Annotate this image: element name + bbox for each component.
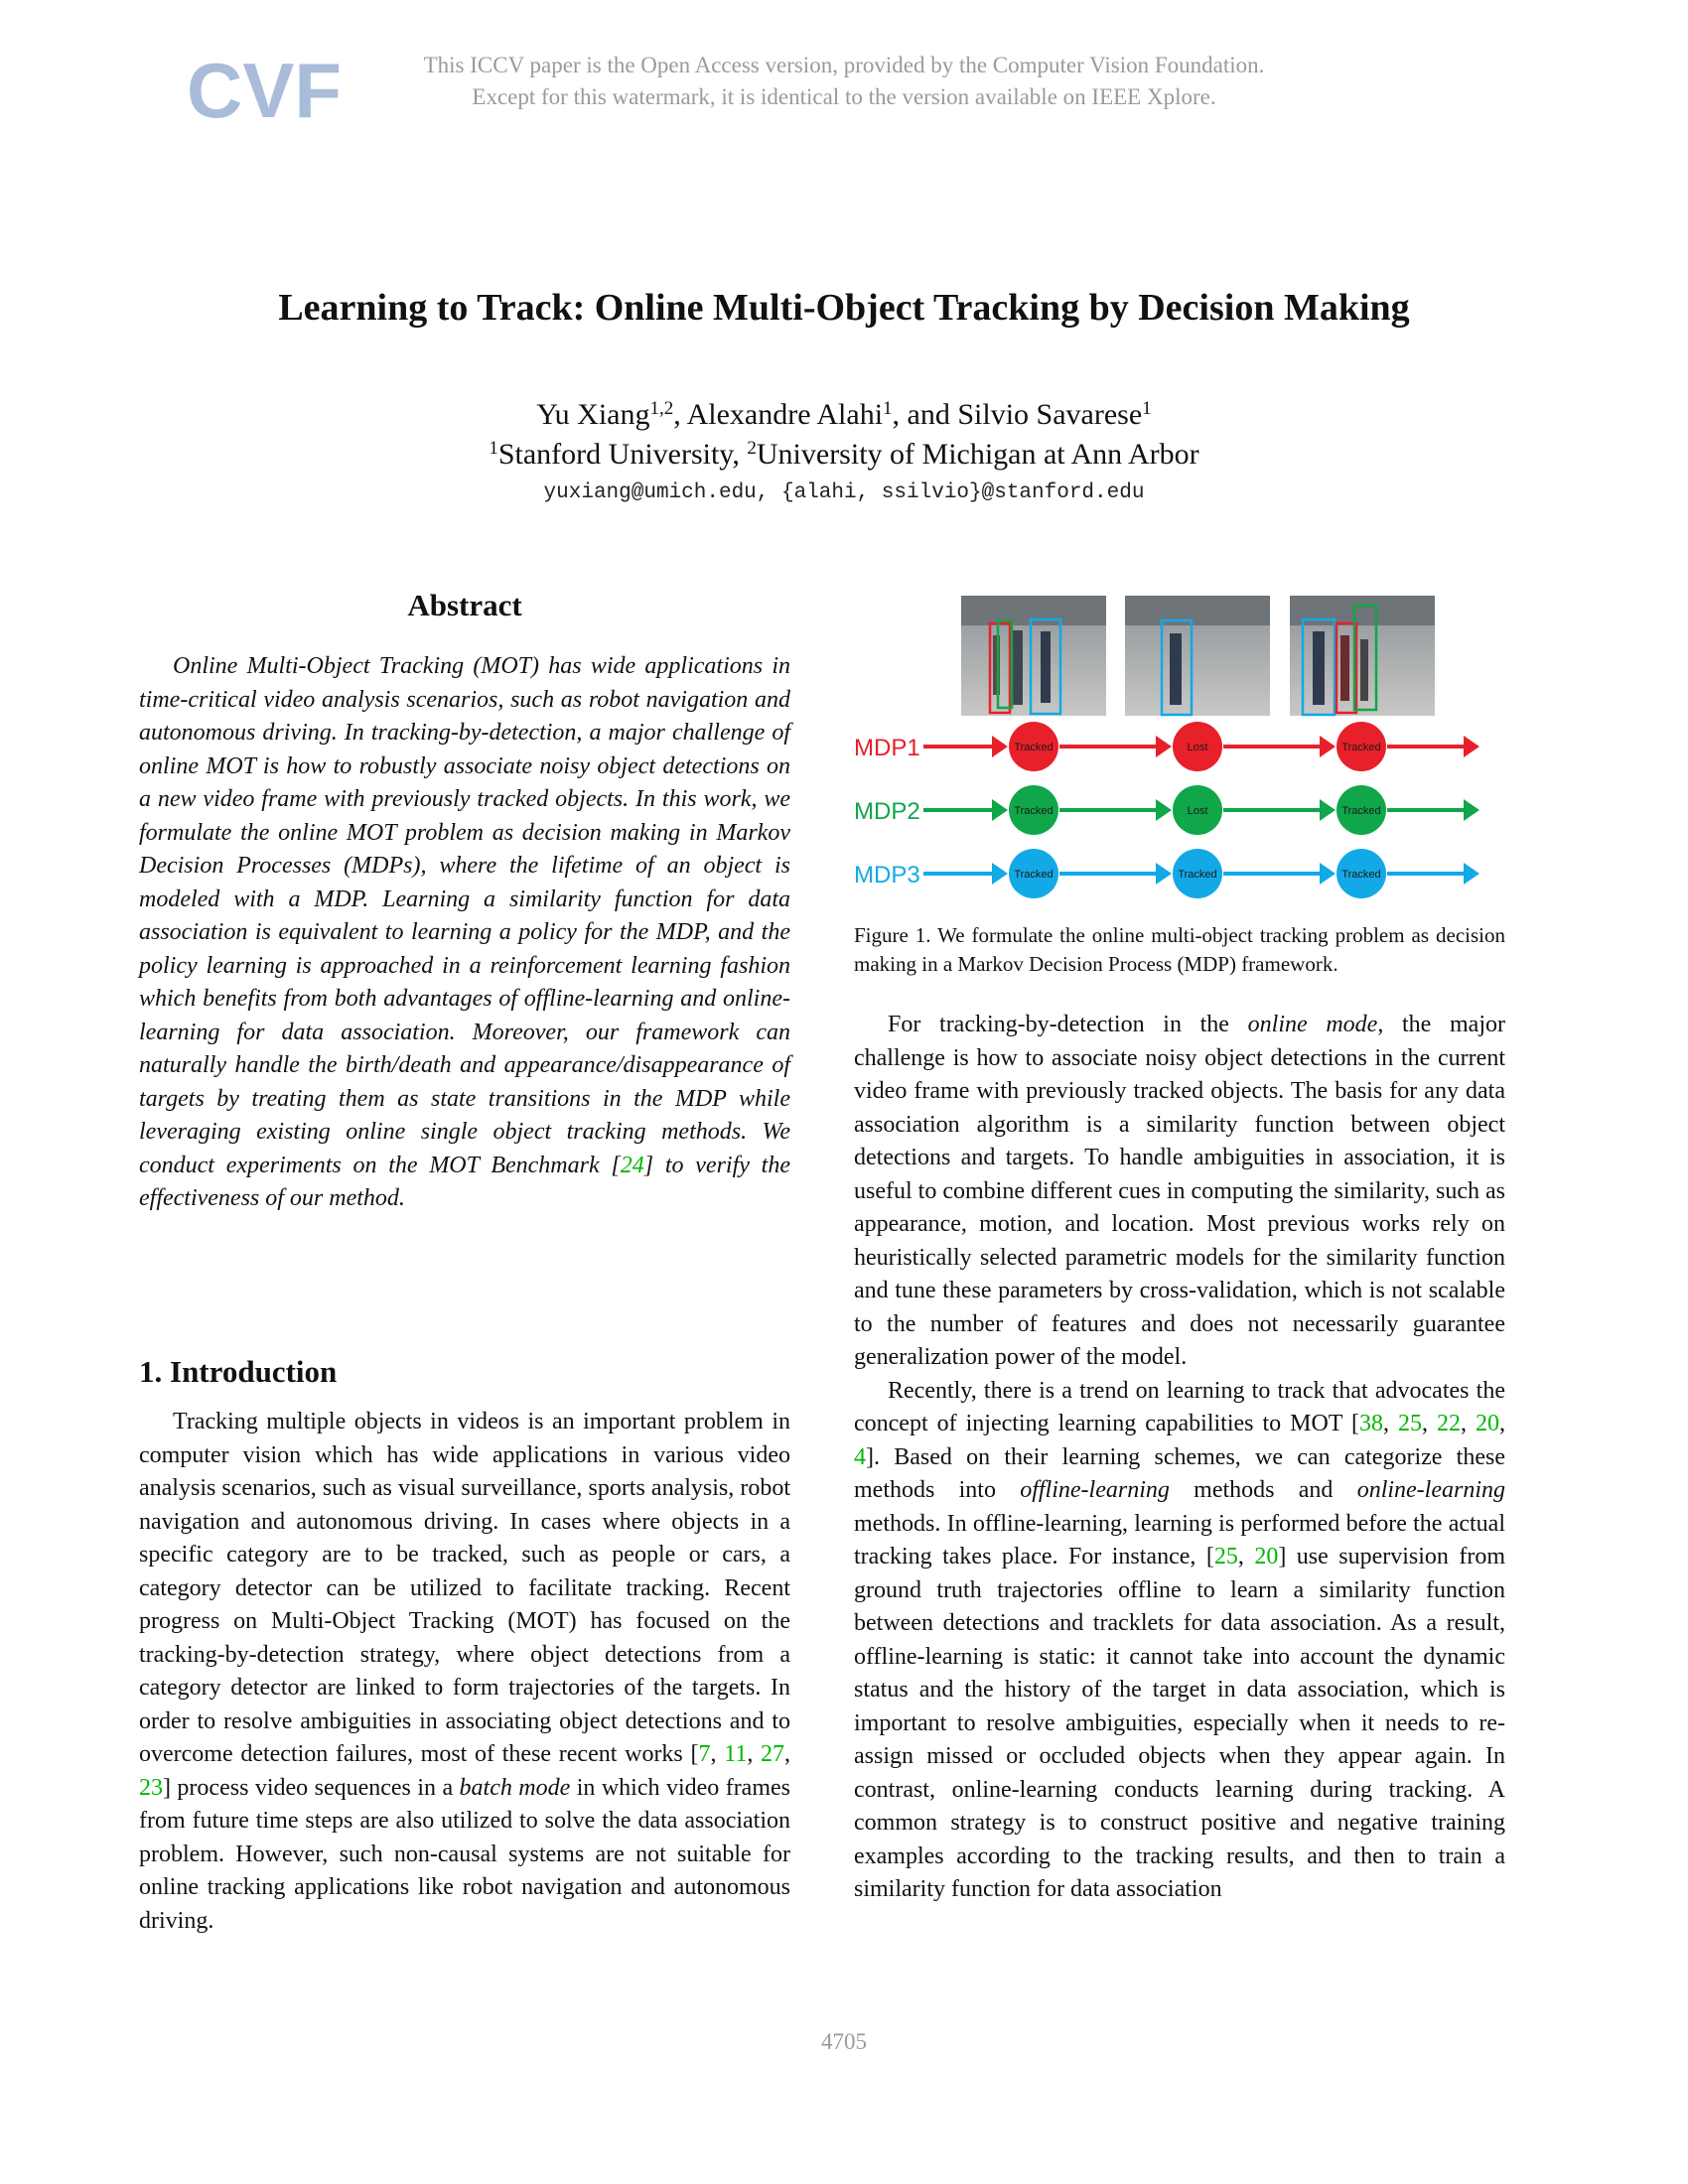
watermark-line-1: This ICCV paper is the Open Access version, provided by the Computer Vision Foundation. xyxy=(423,53,1265,77)
video-frame-3 xyxy=(1290,596,1435,716)
state-label: Tracked xyxy=(1014,869,1054,881)
citation-link[interactable]: 20 xyxy=(1476,1411,1500,1436)
state-label: Tracked xyxy=(1341,805,1381,817)
author-block xyxy=(99,395,1589,475)
citation-link[interactable]: 38 xyxy=(1359,1411,1384,1436)
abstract-paragraph: Online Multi-Object Tracking (MOT) has wide applications in time-critical video analysis scenarios, such as robot navigation and autonomous driving. In tracking-by-detection, a major challenge of online MOT is how to robustly associate noisy object detections on a new video frame with previously tracked objects. In this work, we formulate the online MOT problem as decision making in Markov Decision Processes (MDPs), where the lifetime of an object is modeled with a MDP. Learning a similarity function for data association is equivalent to learning a policy for the MDP, and the policy learning is approached in a reinforcement learning fashion which benefits from both advantages of offline-learning and online-learning for data association. Moreover, our framework can naturally handle the birth/death and appearance/disappearance of targets by treating them as state transitions in the MDP while leveraging existing online single object tracking methods. We conduct experiments on the MOT Benchmark [24] to verify the effectiveness of our method. xyxy=(139,653,790,1211)
transition-arrowhead xyxy=(992,863,1008,885)
transition-arrowhead xyxy=(1156,799,1172,821)
intro-left-column xyxy=(139,1406,790,1938)
state-label: Lost xyxy=(1187,742,1208,753)
state-label: Tracked xyxy=(1341,742,1381,753)
affiliations: $^1$Stanford University, $^2$University of Michigan at Ann Arbor xyxy=(489,438,1199,471)
mdp-state-rows xyxy=(854,722,1479,898)
watermark-line-2: Except for this watermark, it is identical to the version available on IEEE Xplore. xyxy=(472,84,1216,109)
open-access-watermark xyxy=(338,50,1350,113)
author-emails: yuxiang@umich.edu, {alahi, ssilvio}@stanford.edu xyxy=(543,481,1145,504)
citation-link[interactable]: 24 xyxy=(620,1152,644,1178)
transition-arrowhead xyxy=(1320,799,1336,821)
author-names: Yu Xiang$^{1,2}$, Alexandre Alahi$^1$, and Silvio Savarese$^1$ xyxy=(536,398,1152,431)
transition-arrowhead xyxy=(1320,863,1336,885)
transition-arrowhead xyxy=(1464,799,1479,821)
citation-link[interactable]: 22 xyxy=(1437,1411,1462,1436)
citation-link[interactable]: 25 xyxy=(1213,1544,1238,1570)
abstract-heading: Abstract xyxy=(407,588,522,622)
video-frame-2 xyxy=(1125,596,1270,716)
mdp-label: MDP2 xyxy=(854,798,920,825)
mdp-row-3 xyxy=(854,849,1479,898)
mdp-row-2 xyxy=(854,785,1479,835)
mdp-label: MDP1 xyxy=(854,735,920,761)
transition-arrowhead xyxy=(1156,736,1172,757)
citation-link[interactable]: 20 xyxy=(1254,1544,1279,1570)
video-frame-1 xyxy=(961,596,1106,716)
citation-link[interactable]: 25 xyxy=(1398,1411,1423,1436)
citation-link[interactable]: 4 xyxy=(854,1443,866,1470)
mdp-label: MDP3 xyxy=(854,862,920,888)
transition-arrowhead xyxy=(1320,736,1336,757)
state-label: Tracked xyxy=(1341,869,1381,881)
intro-paragraph-3: Recently, there is a trend on learning to track that advocates the concept of injecting learning capabilities to MOT [38, 25, 22, 20, 4]. Based on their learning schemes, we can categorize these methods into offline-learning methods and online-learning methods. In offline-learning, learning is performed before the actual tracking takes place. For instance, [25, 20] use supervision from ground truth trajectories offline to learn a similarity function between detections and tracklets for data association. As a result, offline-learning is static: it cannot take into account the dynamic status and the history of the target in data association, which is important to resolve ambiguities, especially when it needs to re-assign missed or occluded objects when they appear again. In contrast, online-learning conducts learning during tracking. A common strategy is to construct positive and negative training examples according to the tracking results, and then to train a similarity function for data association xyxy=(854,1377,1506,1902)
state-label: Tracked xyxy=(1014,805,1054,817)
transition-arrowhead xyxy=(992,799,1008,821)
cvf-logo xyxy=(185,44,342,134)
state-label: Tracked xyxy=(1178,869,1217,881)
transition-arrowhead xyxy=(1464,736,1479,757)
intro-right-column xyxy=(854,1009,1505,1907)
transition-arrowhead xyxy=(1464,863,1479,885)
paper-title: Learning to Track: Online Multi-Object Tracking by Decision Making xyxy=(278,287,1410,329)
mdp-row-1 xyxy=(854,722,1479,771)
citation-link[interactable]: 11 xyxy=(724,1741,748,1767)
state-label: Lost xyxy=(1187,805,1208,817)
citation-link[interactable]: 7 xyxy=(698,1741,711,1767)
intro-paragraph-1: Tracking multiple objects in videos is an important problem in computer vision which has wide applications in various video analysis scenarios, such as visual surveillance, sports analysis, robot navigation and autonomous driving. In cases where objects in a specific category are to be tracked, such as people or cars, a category detector can be utilized to facilitate tracking. Recent progress on Multi-Object Tracking (MOT) has focused on the tracking-by-detection strategy, where object detections from a category detector are linked to form trajectories of the targets. In order to resolve ambiguities in associating object detections and to overcome detection failures, most of these recent works [7, 11, 27, 23] process video sequences in a batch mode in which video frames from future time steps are also utilized to solve the data association problem. However, such non-causal systems are not suitable for online tracking applications like robot navigation and autonomous driving. xyxy=(139,1409,791,1934)
figure-1-mdp-diagram xyxy=(854,596,1505,913)
intro-paragraph-2: For tracking-by-detection in the online mode, the major challenge is how to associate noisy object detections in the current video frame with previously tracked objects. The basis for any data association algorithm is a similarity function between object detections and targets. To handle ambiguities in association, it is useful to combine different cues in computing the similarity, such as appearance, motion, and location. Most previous works rely on heuristically selected parametric models for the similarity function and tune these parameters by cross-validation, which is not scalable to the number of features and does not necessarily guarantee generalization power of the model. xyxy=(854,1012,1505,1370)
abstract-body xyxy=(139,650,790,1216)
svg-text:CVF: CVF xyxy=(187,47,342,134)
citation-link[interactable]: 23 xyxy=(139,1774,163,1801)
transition-arrowhead xyxy=(992,736,1008,757)
state-label: Tracked xyxy=(1014,742,1054,753)
page-number: 4705 xyxy=(821,2029,867,2054)
citation-link[interactable]: 27 xyxy=(761,1741,785,1767)
figure-1-caption: Figure 1. We formulate the online multi-object tracking problem as decision making in a Markov Decision Process (MDP) framework. xyxy=(854,923,1505,976)
transition-arrowhead xyxy=(1156,863,1172,885)
introduction-heading: 1. Introduction xyxy=(139,1354,338,1389)
